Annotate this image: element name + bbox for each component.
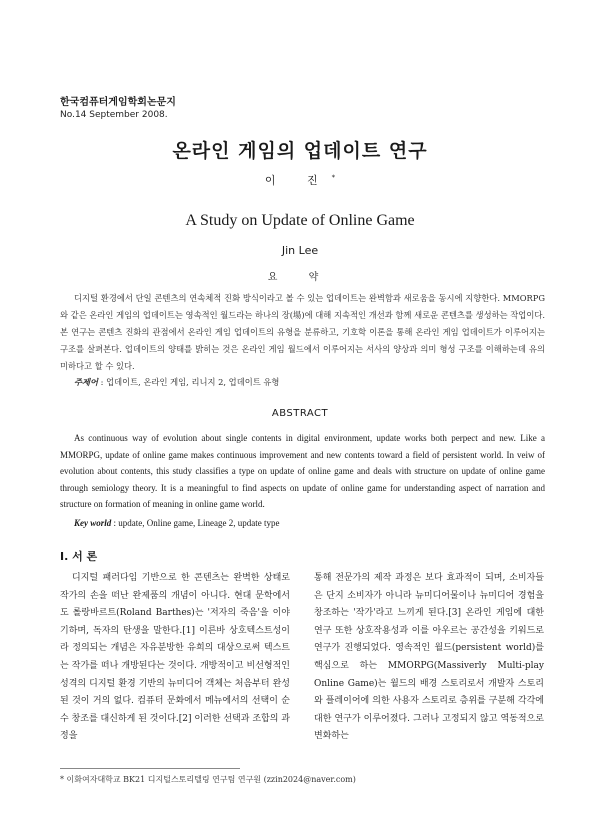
journal-name: 한국컴퓨터게임학회논문지 bbox=[60, 97, 176, 108]
keywords-english-label: Key world bbox=[74, 518, 112, 528]
author-footnote: * 이화여자대학교 BK21 디지털스토리텔링 연구팀 연구원 (zzin2024@naver.com) bbox=[60, 775, 356, 784]
keywords-korean-list: : 업데이트, 온라인 게임, 리니지 2, 업데이트 유형 bbox=[98, 377, 280, 387]
author-english: Jin Lee bbox=[281, 244, 319, 257]
abstract-heading-english: ABSTRACT bbox=[271, 408, 329, 419]
abstract-korean: 디지털 환경에서 단일 콘텐츠의 연속체적 진화 방식이라고 볼 수 있는 업데이트는 완벽함과 새로움을 동시에 지향한다. MMORPG와 같은 온라인 게임의 업데이트는 영속적인 월드라는 하나의 장(場)에 대해 지속적인 개선과 함께 새로운 콘텐츠를 생성하는 작업이다. 본 연구는 콘텐츠 진화의 관점에서 온라인 게임 업데이트의 유형을 분류하고, 기호학 이론을 통해 온라인 게임 업데이트가 이루어지는 구조를 살펴본다. 업데이트의 양태를 밝히는 것은 온라인 게임 월드에서 이루어지는 서사의 양상과 의미 형성 구조를 이해하는데 유의미하다고 할 수 있다. bbox=[60, 293, 545, 371]
body-paragraph: 디지털 패러다임 기반으로 한 콘텐츠는 완벽한 상태로 작가의 손을 떠난 완제품의 개념이 아니다. 현대 문학에서도 롤랑바르트(Roland Barthes)는 '저자의 죽음'을 이야기하며, 독자의 탄생을 말한다.[1] 이른바 상호텍스트성이라 정의되는 개념은 자유분방한 유희의 대상으로써 텍스트는 작가를 떠나 개방된다는 것이다. 개방적이고 비선형적인 성격의 디지털 환경 기반의 뉴미디어 객체는 처음부터 완성된 것이 거의 없다. 컴퓨터 문화에서 메뉴에서의 선택이 순수 창조를 대신하게 된 것이다.[2] 이러한 선택과 조합의 과정을 bbox=[60, 573, 290, 742]
section-heading-introduction: Ⅰ. 서 론 bbox=[60, 550, 98, 563]
paper-title-english: A Study on Update of Online Game bbox=[185, 212, 415, 229]
paper-title-korean: 온라인 게임의 업데이트 연구 bbox=[172, 140, 428, 162]
author-korean bbox=[0, 172, 600, 188]
body-paragraph: 통해 전문가의 제작 과정은 보다 효과적이 되며, 소비자들은 단지 소비자가 아니라 뉴미디어물이나 뉴미디어 경험을 창조하는 '작가'라고 느끼게 된다.[3] 온라인 게임에 대한 연구 또한 상호작용성과 이를 아우르는 공간성을 키워드로 연구가 진행되었다. 영속적인 월드(persistent world)를 핵심으로 하는 MMORPG(Massiverly Multi-play Online Game)는 월드의 배경 스토리로서 개발자 스토리와 플레이어에 의한 사용자 스토리로 층위를 구분해 각각에 대한 연구가 이루어졌다. 그러나 고정되지 않고 역동적으로 변화하는 bbox=[314, 573, 544, 742]
abstract-heading-korean: 요 약 bbox=[267, 272, 333, 283]
author-korean-name: 이 진 bbox=[264, 174, 332, 187]
journal-header bbox=[60, 96, 176, 121]
keywords-english bbox=[74, 518, 279, 528]
keywords-english-list: : update, Online game, Lineage 2, update type bbox=[111, 518, 280, 528]
keywords-korean-label: 주제어 bbox=[74, 377, 99, 387]
abstract-english: As continuous way of evolution about single contents in digital environment, update works both perpect and new. Like a MMORPG, update of online game makes continuous improvement and new contents toward a field of persistent world. In veiw of evolution about contents, this study classifies a type on update of online game and deals with structure on update of online game through semiology theory. It is a meaningful to find aspects on update of online game for understanding aspect of narration and structure on formation of meaning in online game world. bbox=[60, 433, 545, 509]
journal-issue: No.14 September 2008. bbox=[60, 110, 168, 120]
body-column-left bbox=[60, 570, 290, 746]
body-column-right bbox=[314, 570, 544, 746]
author-footnote-mark: * bbox=[331, 173, 336, 182]
footnote-divider bbox=[60, 768, 240, 769]
keywords-korean bbox=[74, 376, 279, 388]
